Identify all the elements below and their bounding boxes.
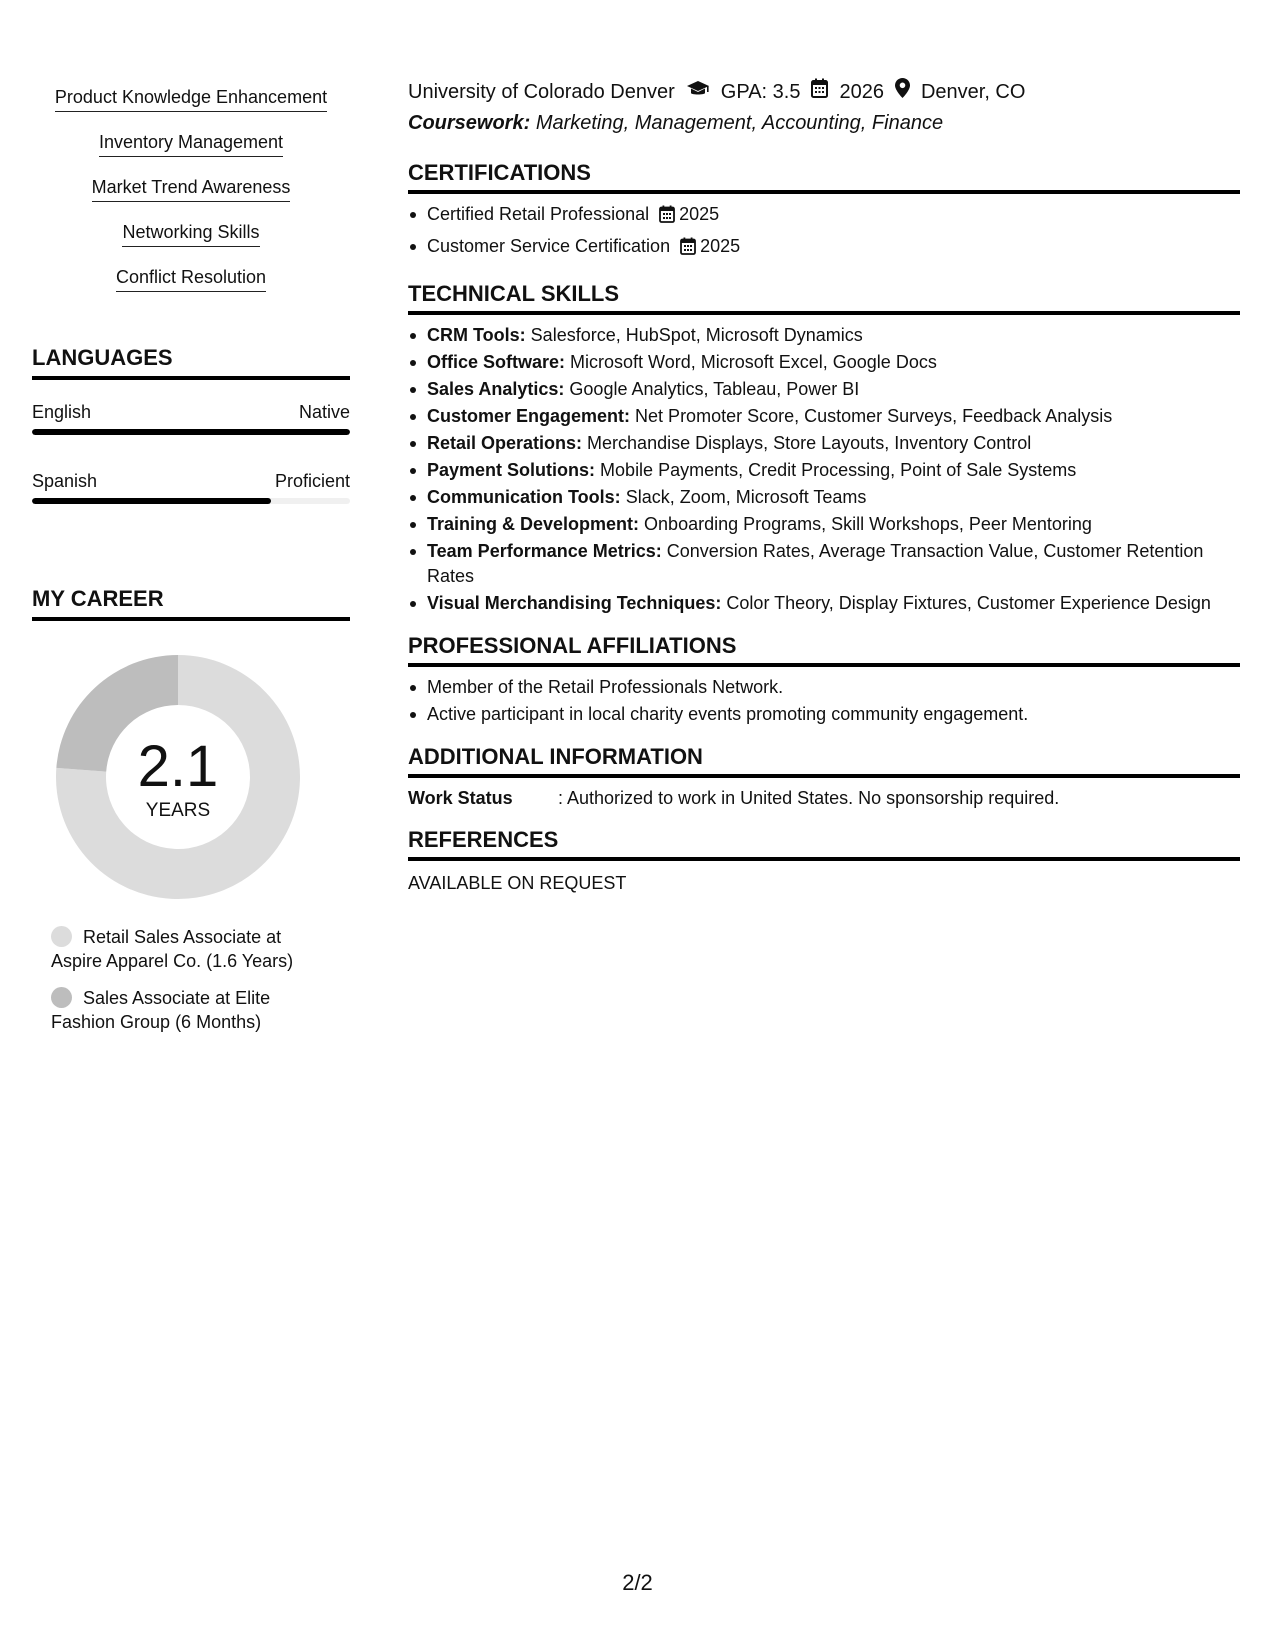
legend-label: Retail Sales Associate at Aspire Apparel Co. (1.6 Years)	[51, 927, 294, 971]
language-level: Proficient	[274, 471, 350, 491]
language-level: Native	[298, 402, 350, 422]
work-status-value: : Authorized to work in United States. No sponsorship required.	[558, 788, 1060, 808]
skill-item: Market Trend Awareness	[32, 176, 350, 221]
coursework-value: Marketing, Management, Accounting, Finance	[535, 112, 944, 134]
certifications-list	[408, 202, 1240, 262]
language-bar	[32, 498, 350, 504]
technical-skills-list	[408, 323, 1240, 616]
technical-skill-item: Training & Development: Onboarding Programs, Skill Workshops, Peer Mentoring	[408, 512, 1240, 537]
language-bar-fill	[32, 429, 350, 435]
certifications-heading: CERTIFICATIONS	[408, 159, 1240, 194]
affiliations-list	[408, 675, 1240, 727]
work-status	[408, 786, 1240, 810]
language-english	[32, 401, 350, 435]
page-number: 2/2	[622, 1570, 653, 1595]
work-status-label: Work Status	[408, 788, 513, 808]
calendar-icon	[680, 237, 696, 262]
affiliations-heading: PROFESSIONAL AFFILIATIONS	[408, 632, 1240, 667]
references-heading: REFERENCES	[408, 826, 1240, 861]
technical-skill-item: Customer Engagement: Net Promoter Score, Customer Surveys, Feedback Analysis	[408, 404, 1240, 429]
certification-item: Certified Retail Professional 2025	[408, 202, 1240, 230]
career-heading: MY CAREER	[32, 585, 350, 621]
language-name: English	[32, 402, 92, 422]
graduation-cap-icon	[686, 78, 710, 106]
calendar-icon	[659, 205, 675, 230]
career-legend	[51, 925, 331, 1047]
technical-skill-item: Office Software: Microsoft Word, Microsoft Excel, Google Docs	[408, 350, 1240, 375]
additional-info-heading: ADDITIONAL INFORMATION	[408, 743, 1240, 778]
language-bar-fill	[32, 498, 271, 504]
career-total-unit: YEARS	[145, 800, 211, 821]
legend-label: Sales Associate at Elite Fashion Group (6 Months)	[51, 988, 271, 1032]
technical-skills-heading: TECHNICAL SKILLS	[408, 280, 1240, 315]
coursework-label: Coursework:	[408, 112, 531, 134]
legend-dot-icon	[51, 926, 72, 947]
language-spanish	[32, 470, 350, 504]
school-name: University of Colorado Denver	[408, 81, 675, 103]
legend-item	[51, 925, 331, 973]
technical-skill-item: Sales Analytics: Google Analytics, Tableau, Power BI	[408, 377, 1240, 402]
location-pin-icon	[895, 78, 910, 106]
technical-skill-item: CRM Tools: Salesforce, HubSpot, Microsoft Dynamics	[408, 323, 1240, 348]
skills-list	[32, 86, 350, 311]
gpa: GPA: 3.5	[720, 81, 801, 103]
references-text: AVAILABLE ON REQUEST	[408, 873, 627, 893]
technical-skill-item: Team Performance Metrics: Conversion Rates, Average Transaction Value, Customer Retention Rates	[408, 539, 1240, 589]
language-bar	[32, 429, 350, 435]
career-total-years: 2.1	[137, 734, 219, 799]
skill-item: Conflict Resolution	[32, 266, 350, 311]
legend-item	[51, 986, 331, 1034]
affiliation-item: Active participant in local charity events promoting community engagement.	[408, 702, 1240, 727]
coursework	[408, 109, 1240, 137]
skill-item: Inventory Management	[32, 131, 350, 176]
technical-skill-item: Communication Tools: Slack, Zoom, Microsoft Teams	[408, 485, 1240, 510]
certification-item: Customer Service Certification 2025	[408, 234, 1240, 262]
language-name: Spanish	[32, 471, 98, 491]
skill-item: Networking Skills	[32, 221, 350, 266]
legend-dot-icon	[51, 987, 72, 1008]
affiliation-item: Member of the Retail Professionals Network.	[408, 675, 1240, 700]
right-column	[408, 78, 1240, 895]
calendar-icon	[811, 78, 828, 106]
technical-skill-item: Retail Operations: Merchandise Displays, Store Layouts, Inventory Control	[408, 431, 1240, 456]
career-donut-chart	[56, 655, 300, 899]
graduation-year: 2026	[839, 81, 884, 103]
technical-skill-item: Visual Merchandising Techniques: Color Theory, Display Fixtures, Customer Experience Design	[408, 591, 1240, 616]
education-line	[408, 78, 1240, 106]
skill-item: Product Knowledge Enhancement	[32, 86, 350, 131]
languages-heading: LANGUAGES	[32, 344, 350, 380]
school-location: Denver, CO	[920, 81, 1026, 103]
technical-skill-item: Payment Solutions: Mobile Payments, Credit Processing, Point of Sale Systems	[408, 458, 1240, 483]
